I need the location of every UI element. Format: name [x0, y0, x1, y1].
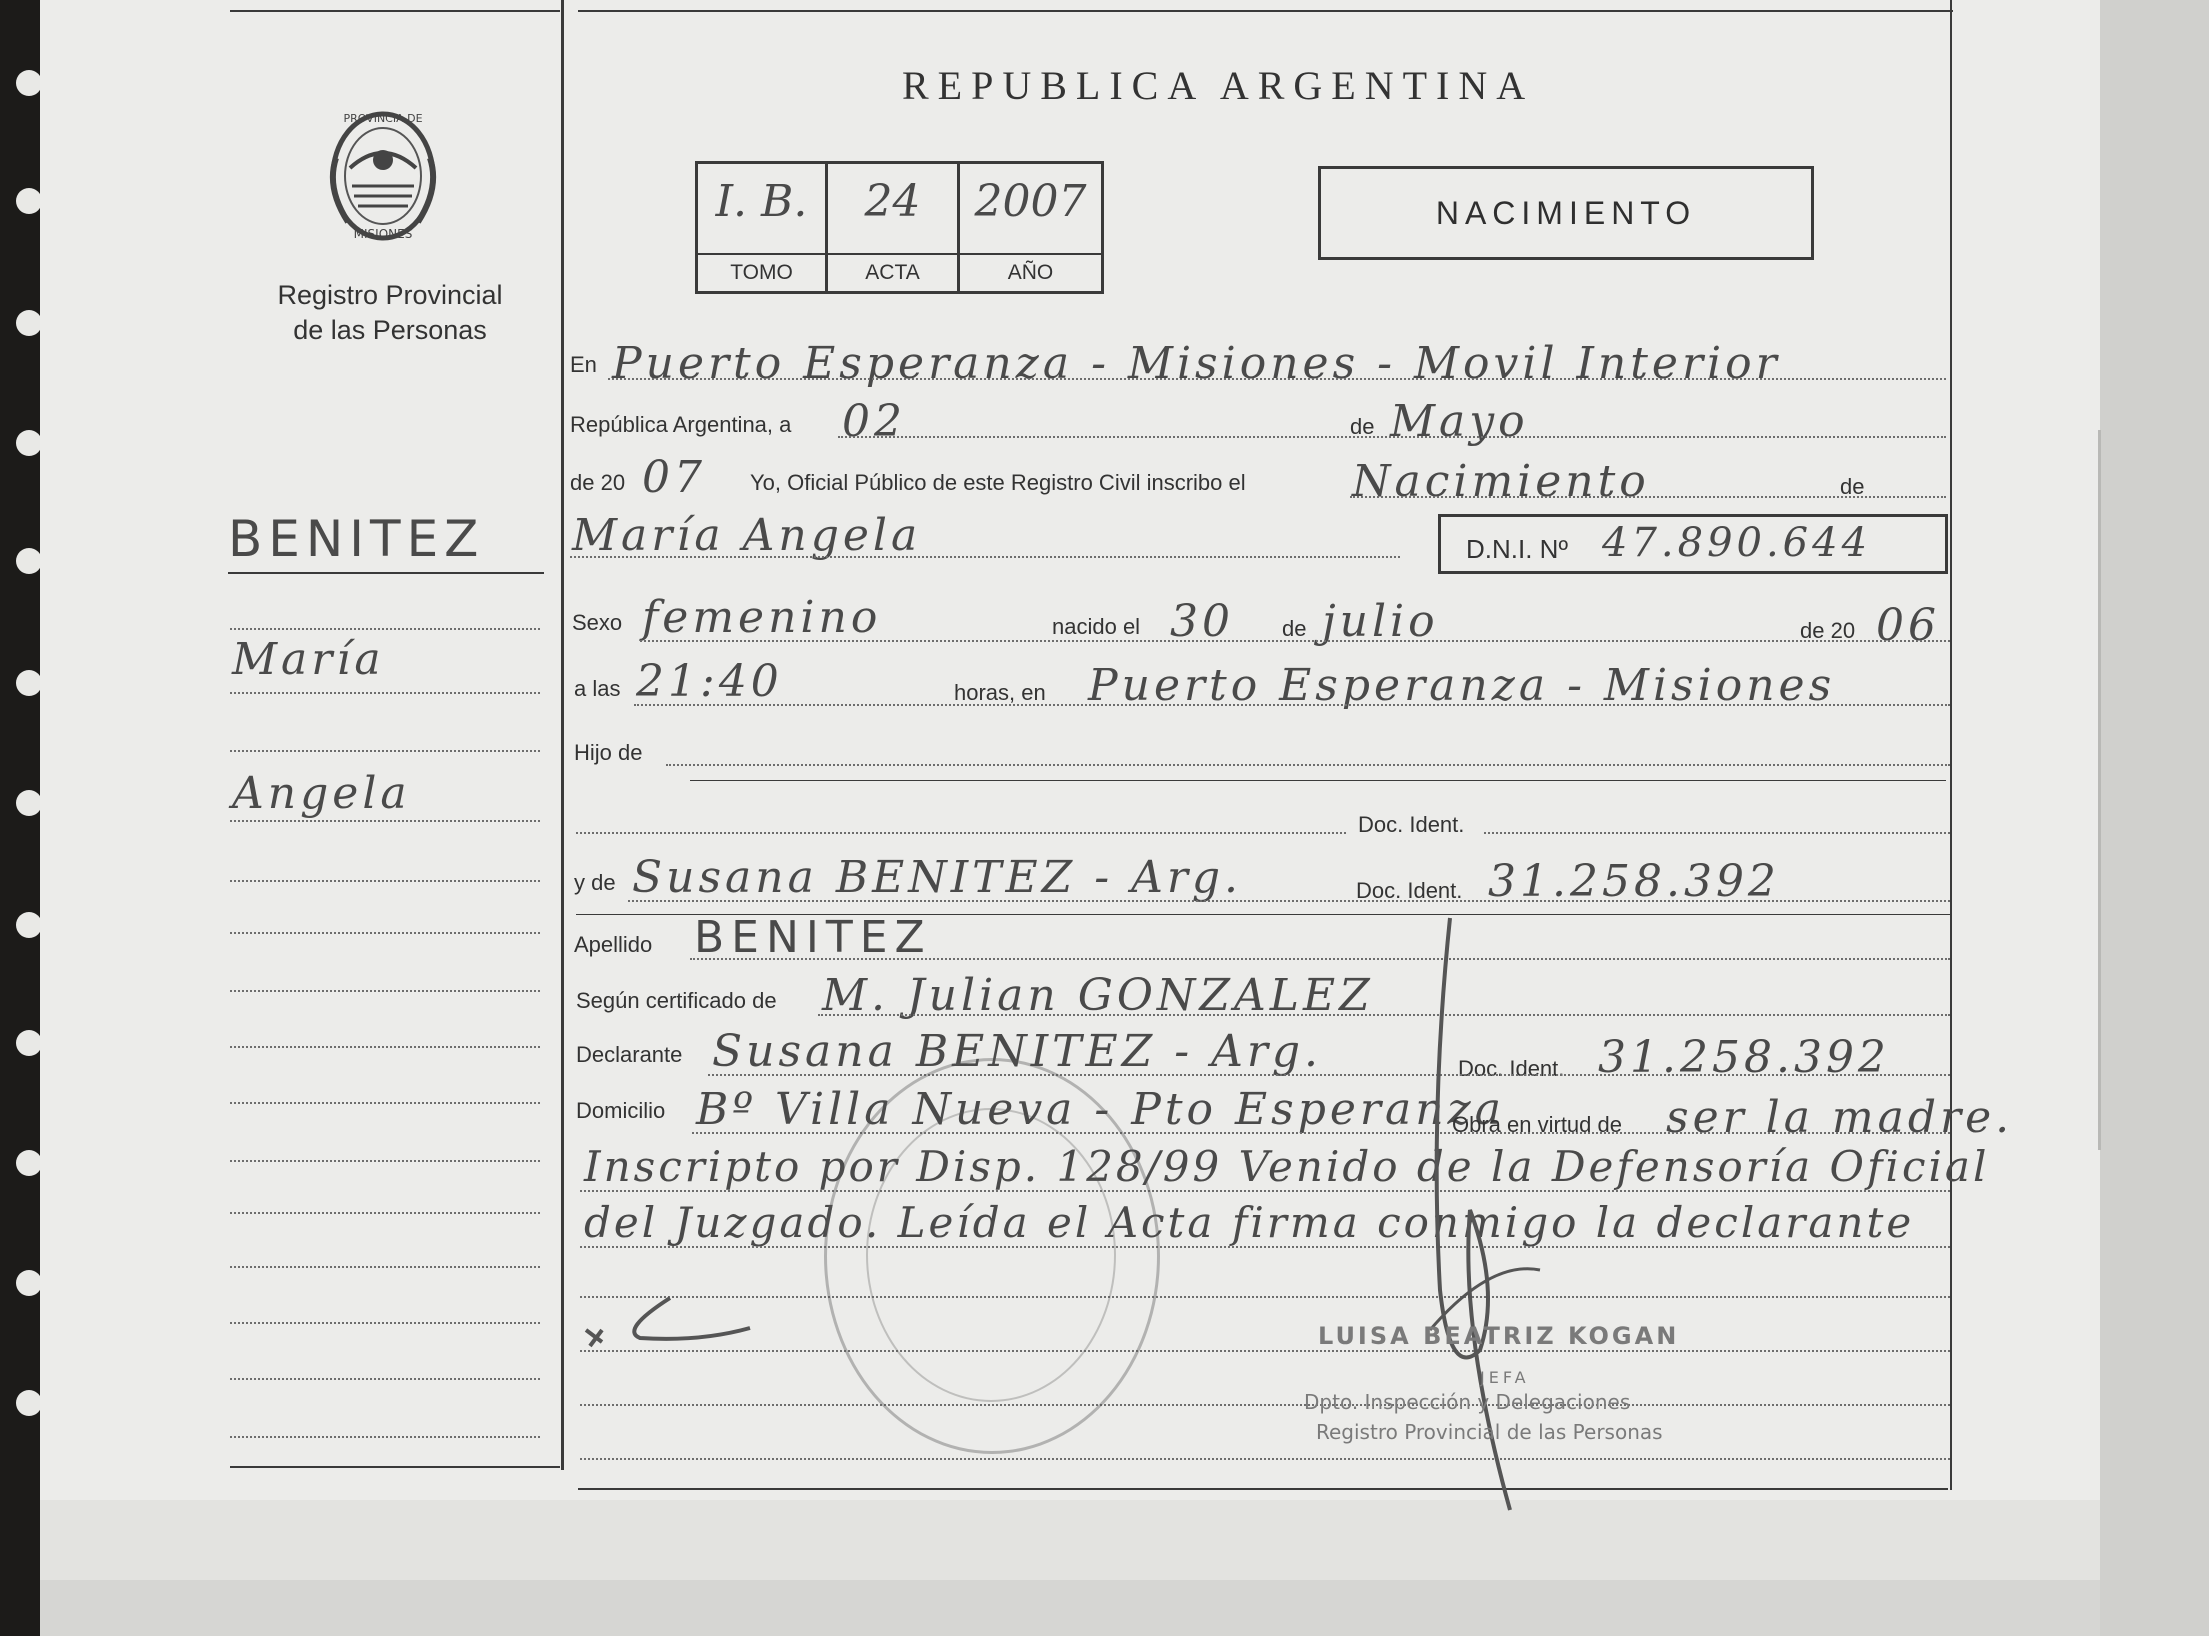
alas-label: a las	[574, 676, 621, 701]
day-value: 02	[842, 396, 906, 447]
seal-text-top: PROVINCIA DE	[343, 112, 423, 125]
bottom-rule-right	[578, 1488, 1948, 1490]
registry-name-line2: de las Personas	[293, 315, 487, 345]
month-value: Mayo	[1390, 396, 1529, 447]
binder-hole	[16, 188, 42, 214]
margin-line	[230, 1212, 540, 1214]
father-doc-label: Doc. Ident.	[1358, 812, 1465, 837]
de20-label: de 20	[570, 470, 626, 495]
margin-surname: BENITEZ	[228, 510, 485, 568]
hijo-label: Hijo de	[574, 740, 643, 765]
form-line	[818, 1014, 1950, 1016]
birth-month-value: julio	[1322, 596, 1439, 647]
margin-line	[230, 1436, 540, 1438]
document-title: REPUBLICA ARGENTINA	[902, 63, 1535, 108]
binder-hole	[16, 1030, 42, 1056]
form-line	[576, 832, 1346, 834]
form-line	[580, 1246, 1950, 1248]
obra-value: ser la madre.	[1666, 1092, 2014, 1143]
binder-hole	[16, 430, 42, 456]
ano-label: AÑO	[960, 253, 1101, 291]
declarant-signature-icon	[580, 1290, 780, 1370]
seal-text-bottom: MISIONES	[353, 227, 413, 241]
margin-rule	[228, 572, 544, 574]
official-title: JEFA	[1480, 1368, 1530, 1387]
margin-line	[230, 932, 540, 934]
binder-hole	[16, 1270, 42, 1296]
form-line	[580, 1404, 1950, 1406]
margin-line	[230, 1322, 540, 1324]
registry-name	[230, 278, 550, 348]
form-line	[1350, 496, 1946, 498]
de-label-3: de	[1282, 616, 1307, 641]
sexo-value: femenino	[642, 592, 882, 643]
yde-label: y de	[574, 870, 616, 895]
next-page-edge	[2100, 0, 2209, 1636]
right-margin-rule	[1950, 0, 1952, 1490]
acta-value: 24	[864, 176, 921, 227]
republica-label: República Argentina, a	[570, 412, 792, 437]
year-value: 07	[642, 452, 706, 503]
mother-value: Susana BENITEZ - Arg.	[632, 852, 1243, 903]
margin-given-name-2: Angela	[232, 768, 411, 819]
top-rule-left	[230, 10, 560, 12]
province-seal-icon	[318, 98, 448, 248]
form-rule	[690, 780, 1946, 781]
en-value: Puerto Esperanza - Misiones - Movil Interior	[612, 338, 1781, 389]
mother-doc-value: 31.258.392	[1488, 856, 1780, 907]
birth-year-value: 06	[1876, 600, 1940, 651]
margin-line	[230, 1266, 540, 1268]
binder-hole	[16, 670, 42, 696]
tomo-value: I. B.	[715, 176, 808, 227]
acta-label: ACTA	[828, 253, 957, 291]
margin-line	[230, 820, 540, 822]
form-line	[580, 1296, 1950, 1298]
dni-label: D.N.I. Nº	[1466, 534, 1568, 564]
margin-line	[230, 692, 540, 694]
binder-hole	[16, 912, 42, 938]
form-line	[628, 900, 1950, 902]
oficial-text: Yo, Oficial Público de este Registro Civil inscribo el	[750, 470, 1246, 495]
form-line	[570, 556, 1400, 558]
registry-name-line1: Registro Provincial	[277, 280, 503, 310]
column-divider	[561, 0, 564, 1470]
form-line	[640, 640, 1950, 642]
form-line	[708, 1074, 1950, 1076]
form-line	[580, 1458, 1950, 1460]
segun-label: Según certificado de	[576, 988, 777, 1013]
apellido-value: BENITEZ	[694, 912, 932, 963]
domicilio-label: Domicilio	[576, 1098, 666, 1123]
en-label: En	[570, 352, 597, 377]
time-value: 21:40	[636, 656, 783, 707]
de-label-2: de	[1840, 474, 1865, 499]
binder-hole	[16, 70, 42, 96]
form-line	[838, 436, 1946, 438]
margin-line	[230, 880, 540, 882]
declarante-doc-value: 31.258.392	[1598, 1032, 1890, 1083]
form-line	[1484, 832, 1950, 834]
margin-line	[230, 1102, 540, 1104]
official-department: Dpto. Inspección y Delegaciones	[1304, 1390, 1631, 1414]
observation-line-2: del Juzgado. Leída el Acta firma conmigo la declarante	[584, 1198, 1915, 1247]
obra-label: Obra en virtud de	[1452, 1112, 1622, 1137]
official-organization: Registro Provincial de las Personas	[1316, 1420, 1663, 1444]
table-surface	[40, 1580, 2100, 1636]
binder-hole	[16, 1150, 42, 1176]
margin-line	[230, 1046, 540, 1048]
observation-line-1: Inscripto por Disp. 128/99 Venido de la Defensoría Oficial	[584, 1142, 1990, 1191]
ano-value: 2007	[974, 176, 1087, 227]
child-name-value: María Angela	[572, 510, 922, 561]
margin-line	[230, 1160, 540, 1162]
binder-hole	[16, 310, 42, 336]
margin-line	[230, 750, 540, 752]
ano-cell	[960, 164, 1101, 291]
domicilio-value: Bº Villa Nueva - Pto Esperanza	[696, 1084, 1505, 1135]
de20-label-2: de 20	[1800, 618, 1856, 643]
certificado-value: M. Julian GONZALEZ	[822, 970, 1374, 1021]
form-line	[580, 1350, 1950, 1352]
binder-hole	[16, 548, 42, 574]
margin-given-name-1: María	[232, 634, 385, 685]
binder-hole	[16, 1390, 42, 1416]
form-line	[634, 704, 1950, 706]
margin-line	[230, 990, 540, 992]
apellido-label: Apellido	[574, 932, 653, 957]
registry-seal-inner-ring	[866, 1108, 1116, 1402]
mother-doc-label: Doc. Ident.	[1356, 878, 1463, 903]
top-rule-right	[578, 10, 1953, 12]
nacido-label: nacido el	[1052, 614, 1141, 639]
form-line	[580, 1190, 1950, 1192]
form-line	[608, 378, 1946, 380]
declarante-value: Susana BENITEZ - Arg.	[712, 1026, 1323, 1077]
declarante-doc-label: Doc. Ident.	[1458, 1056, 1565, 1081]
form-line	[690, 958, 1950, 960]
sexo-label: Sexo	[572, 610, 623, 635]
form-line	[666, 764, 1950, 766]
horas-label: horas, en	[954, 680, 1046, 705]
birth-day-value: 30	[1170, 596, 1234, 647]
tomo-cell	[698, 164, 828, 291]
birth-place-value: Puerto Esperanza - Misiones	[1088, 660, 1836, 711]
acta-cell	[828, 164, 960, 291]
binder-hole	[16, 790, 42, 816]
margin-line	[230, 628, 540, 630]
event-value: Nacimiento	[1352, 456, 1650, 507]
dni-value: 47.890.644	[1602, 520, 1872, 566]
page-fold	[2098, 430, 2101, 1150]
registration-table	[695, 161, 1104, 294]
de-label: de	[1350, 414, 1375, 439]
declarante-label: Declarante	[576, 1042, 683, 1067]
official-name: LUISA BEATRIZ KOGAN	[1318, 1322, 1680, 1350]
tomo-label: TOMO	[698, 253, 825, 291]
margin-line	[230, 1378, 540, 1380]
bottom-rule-left	[230, 1466, 560, 1468]
record-type-box: NACIMIENTO	[1318, 166, 1814, 260]
